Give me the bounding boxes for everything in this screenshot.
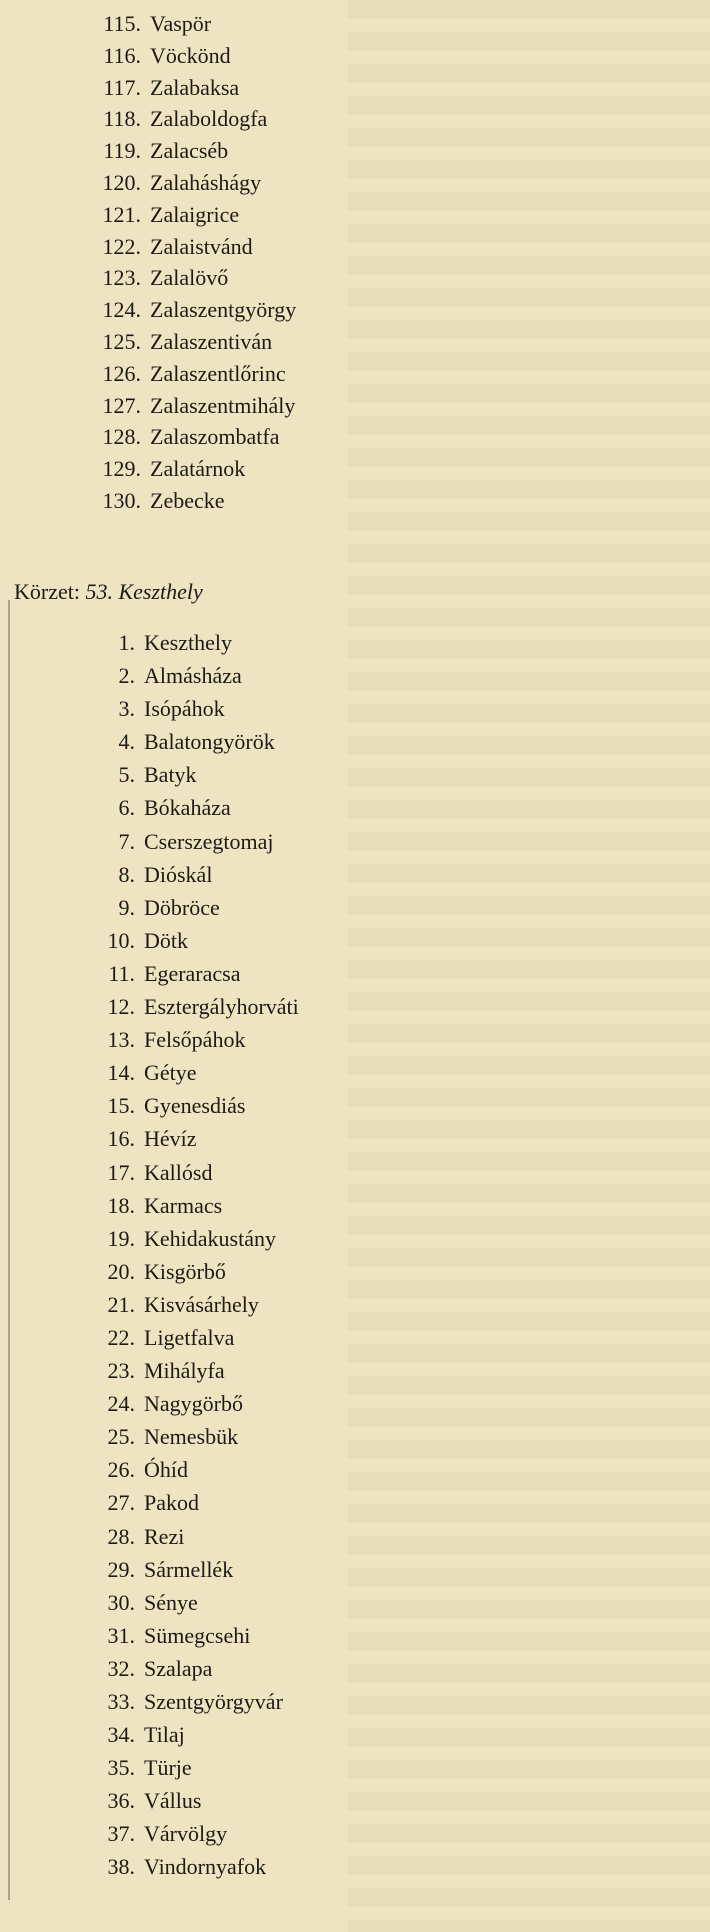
- settlement-name: Zalaboldogfa: [150, 106, 268, 132]
- item-number: 35.: [107, 1755, 135, 1781]
- list-item: [82, 698, 299, 731]
- item-number: 116.: [103, 42, 141, 68]
- item-number: 2.: [118, 663, 135, 689]
- settlement-name: Döbröce: [144, 894, 220, 920]
- list-item: [82, 665, 299, 698]
- list-item: [88, 426, 296, 458]
- settlement-name: Zalaszentmihály: [150, 392, 296, 418]
- list-item: [82, 1589, 299, 1625]
- settlement-name: Vindornyafok: [144, 1854, 267, 1880]
- district-heading: [14, 581, 203, 603]
- list-item: [82, 1192, 299, 1228]
- settlement-name: Rezi: [144, 1523, 185, 1549]
- settlement-list-continued: [88, 13, 296, 522]
- settlement-name: Sénye: [144, 1589, 198, 1615]
- bleed-through-text: [348, 0, 710, 1932]
- item-number: 30.: [107, 1589, 135, 1615]
- list-item: [82, 861, 299, 897]
- list-item: [82, 632, 299, 665]
- district-name: 53. Keszthely: [85, 579, 203, 604]
- list-item: [82, 1622, 299, 1658]
- list-item: [82, 1393, 299, 1426]
- item-number: 16.: [107, 1126, 135, 1152]
- settlement-name: Sümegcsehi: [144, 1622, 251, 1648]
- list-item: [82, 731, 299, 764]
- item-number: 125.: [102, 328, 141, 354]
- item-number: 4.: [118, 729, 135, 755]
- item-number: 11.: [108, 960, 135, 986]
- item-number: 122.: [102, 233, 141, 259]
- list-item: [88, 487, 296, 522]
- item-number: 29.: [107, 1556, 135, 1582]
- item-number: 6.: [118, 795, 135, 821]
- settlement-name: Dötk: [144, 927, 188, 953]
- settlement-name: Hévíz: [144, 1126, 197, 1152]
- item-number: 12.: [107, 994, 135, 1020]
- item-number: 18.: [107, 1192, 135, 1218]
- item-number: 1.: [118, 630, 135, 655]
- settlement-name: Zalaszombatfa: [150, 424, 280, 450]
- item-number: 37.: [107, 1821, 135, 1847]
- list-item: [88, 13, 296, 45]
- list-item: [82, 1459, 299, 1492]
- settlement-name: Batyk: [144, 762, 197, 788]
- list-item: [88, 169, 296, 204]
- list-item: [82, 1724, 299, 1757]
- item-number: 13.: [107, 1027, 135, 1053]
- item-number: 9.: [118, 894, 135, 920]
- list-item: [82, 1062, 299, 1095]
- item-number: 117.: [103, 74, 141, 100]
- list-item: [82, 1655, 299, 1691]
- item-number: 7.: [118, 828, 135, 854]
- settlement-name: Nagygörbő: [144, 1391, 243, 1417]
- list-item: [82, 927, 299, 963]
- list-item: [82, 1258, 299, 1294]
- list-item: [82, 1159, 299, 1195]
- list-item: [82, 764, 299, 797]
- item-number: 130.: [102, 487, 141, 513]
- item-number: 118.: [103, 106, 141, 132]
- settlement-list-keszthely: [82, 632, 299, 1890]
- margin-rule: [8, 600, 10, 1900]
- item-number: 21.: [107, 1291, 135, 1317]
- list-item: [88, 201, 296, 236]
- item-number: 120.: [102, 169, 141, 195]
- item-number: 8.: [118, 861, 135, 887]
- settlement-name: Karmacs: [144, 1192, 223, 1218]
- item-number: 26.: [107, 1457, 135, 1483]
- item-number: 27.: [107, 1490, 135, 1516]
- list-item: [88, 108, 296, 140]
- settlement-name: Cserszegtomaj: [144, 828, 274, 854]
- settlement-name: Vöckönd: [150, 42, 231, 68]
- settlement-name: Nemesbük: [144, 1424, 239, 1450]
- district-label: Körzet:: [14, 579, 80, 604]
- settlement-name: Zalaistvánd: [150, 233, 253, 259]
- item-number: 23.: [107, 1358, 135, 1384]
- item-number: 32.: [107, 1655, 135, 1681]
- item-number: 19.: [107, 1225, 135, 1251]
- list-item: [82, 1790, 299, 1823]
- settlement-name: Zalatárnok: [150, 456, 246, 482]
- settlement-name: Ligetfalva: [144, 1324, 235, 1350]
- item-number: 123.: [102, 265, 141, 291]
- settlement-name: Gétye: [144, 1060, 197, 1086]
- item-number: 33.: [107, 1689, 135, 1714]
- settlement-name: Felsőpáhok: [144, 1027, 246, 1053]
- settlement-name: Kehidakustány: [144, 1225, 276, 1251]
- settlement-name: Zalaszentiván: [150, 328, 273, 354]
- item-number: 28.: [107, 1523, 135, 1549]
- list-item: [88, 392, 296, 427]
- list-item: [82, 1757, 299, 1790]
- item-number: 25.: [107, 1424, 135, 1450]
- list-item: [82, 1556, 299, 1592]
- list-item: [82, 1029, 299, 1062]
- settlement-name: Zalalövő: [150, 265, 229, 291]
- settlement-name: Vállus: [144, 1788, 202, 1814]
- item-number: 14.: [107, 1060, 135, 1086]
- list-item: [82, 1128, 299, 1161]
- settlement-name: Dióskál: [144, 861, 213, 887]
- item-number: 129.: [102, 456, 141, 482]
- settlement-name: Keszthely: [144, 630, 232, 655]
- item-number: 20.: [107, 1258, 135, 1284]
- item-number: 126.: [102, 360, 141, 386]
- settlement-name: Pakod: [144, 1490, 199, 1516]
- list-item: [82, 1095, 299, 1128]
- item-number: 10.: [107, 927, 135, 953]
- item-number: 115.: [103, 11, 141, 36]
- settlement-name: Almásháza: [144, 663, 242, 689]
- list-item: [82, 1691, 299, 1724]
- settlement-name: Zalaszentgyörgy: [150, 297, 297, 323]
- item-number: 3.: [118, 696, 135, 722]
- item-number: 22.: [107, 1324, 135, 1350]
- list-item: [88, 233, 296, 268]
- list-item: [88, 458, 296, 490]
- item-number: 38.: [107, 1854, 135, 1880]
- list-item: [88, 360, 296, 395]
- list-item: [82, 960, 299, 996]
- settlement-name: Szentgyörgyvár: [144, 1689, 283, 1714]
- settlement-name: Kisgörbő: [144, 1258, 226, 1284]
- settlement-name: Zalacséb: [150, 138, 229, 164]
- settlement-name: Zalabaksa: [150, 74, 240, 100]
- item-number: 24.: [107, 1391, 135, 1417]
- item-number: 121.: [102, 201, 141, 227]
- list-item: [82, 1324, 299, 1360]
- list-item: [82, 1291, 299, 1327]
- list-item: [88, 140, 296, 172]
- settlement-name: Esztergályhorváti: [144, 994, 299, 1020]
- item-number: 15.: [107, 1093, 135, 1119]
- list-item: [88, 328, 296, 363]
- list-item: [82, 1360, 299, 1393]
- item-number: 5.: [118, 762, 135, 788]
- settlement-name: Vaspör: [150, 11, 212, 36]
- settlement-name: Zalaigrice: [150, 201, 240, 227]
- settlement-name: Zalaszentlőrinc: [150, 360, 286, 386]
- settlement-name: Egeraracsa: [144, 960, 241, 986]
- settlement-name: Kisvásárhely: [144, 1291, 259, 1317]
- item-number: 119.: [103, 138, 141, 164]
- list-item: [88, 74, 296, 109]
- list-item: [82, 1523, 299, 1559]
- item-number: 128.: [102, 424, 141, 450]
- settlement-name: Balatongyörök: [144, 729, 275, 755]
- item-number: 34.: [107, 1722, 135, 1748]
- item-number: 127.: [102, 392, 141, 418]
- settlement-name: Isópáhok: [144, 696, 225, 722]
- list-item: [82, 828, 299, 864]
- list-item: [82, 1823, 299, 1856]
- list-item: [82, 1225, 299, 1261]
- settlement-name: Bókaháza: [144, 795, 231, 821]
- settlement-name: Szalapa: [144, 1655, 213, 1681]
- list-item: [82, 1856, 299, 1889]
- list-item: [82, 894, 299, 930]
- item-number: 17.: [107, 1159, 135, 1185]
- settlement-name: Kallósd: [144, 1159, 213, 1185]
- settlement-name: Sármellék: [144, 1556, 234, 1582]
- item-number: 36.: [107, 1788, 135, 1814]
- settlement-name: Mihályfa: [144, 1358, 225, 1384]
- settlement-name: Zalaháshágy: [150, 169, 262, 195]
- list-item: [88, 267, 296, 299]
- list-item: [88, 42, 296, 77]
- settlement-name: Óhíd: [144, 1457, 188, 1483]
- settlement-name: Zebecke: [150, 487, 225, 513]
- list-item: [88, 299, 296, 331]
- settlement-name: Türje: [144, 1755, 192, 1781]
- item-number: 31.: [107, 1622, 135, 1648]
- settlement-name: Gyenesdiás: [144, 1093, 246, 1119]
- list-item: [82, 1426, 299, 1459]
- settlement-name: Várvölgy: [144, 1821, 228, 1847]
- list-item: [82, 797, 299, 830]
- list-item: [82, 996, 299, 1029]
- list-item: [82, 1492, 299, 1525]
- item-number: 124.: [102, 297, 141, 323]
- settlement-name: Tilaj: [144, 1722, 185, 1748]
